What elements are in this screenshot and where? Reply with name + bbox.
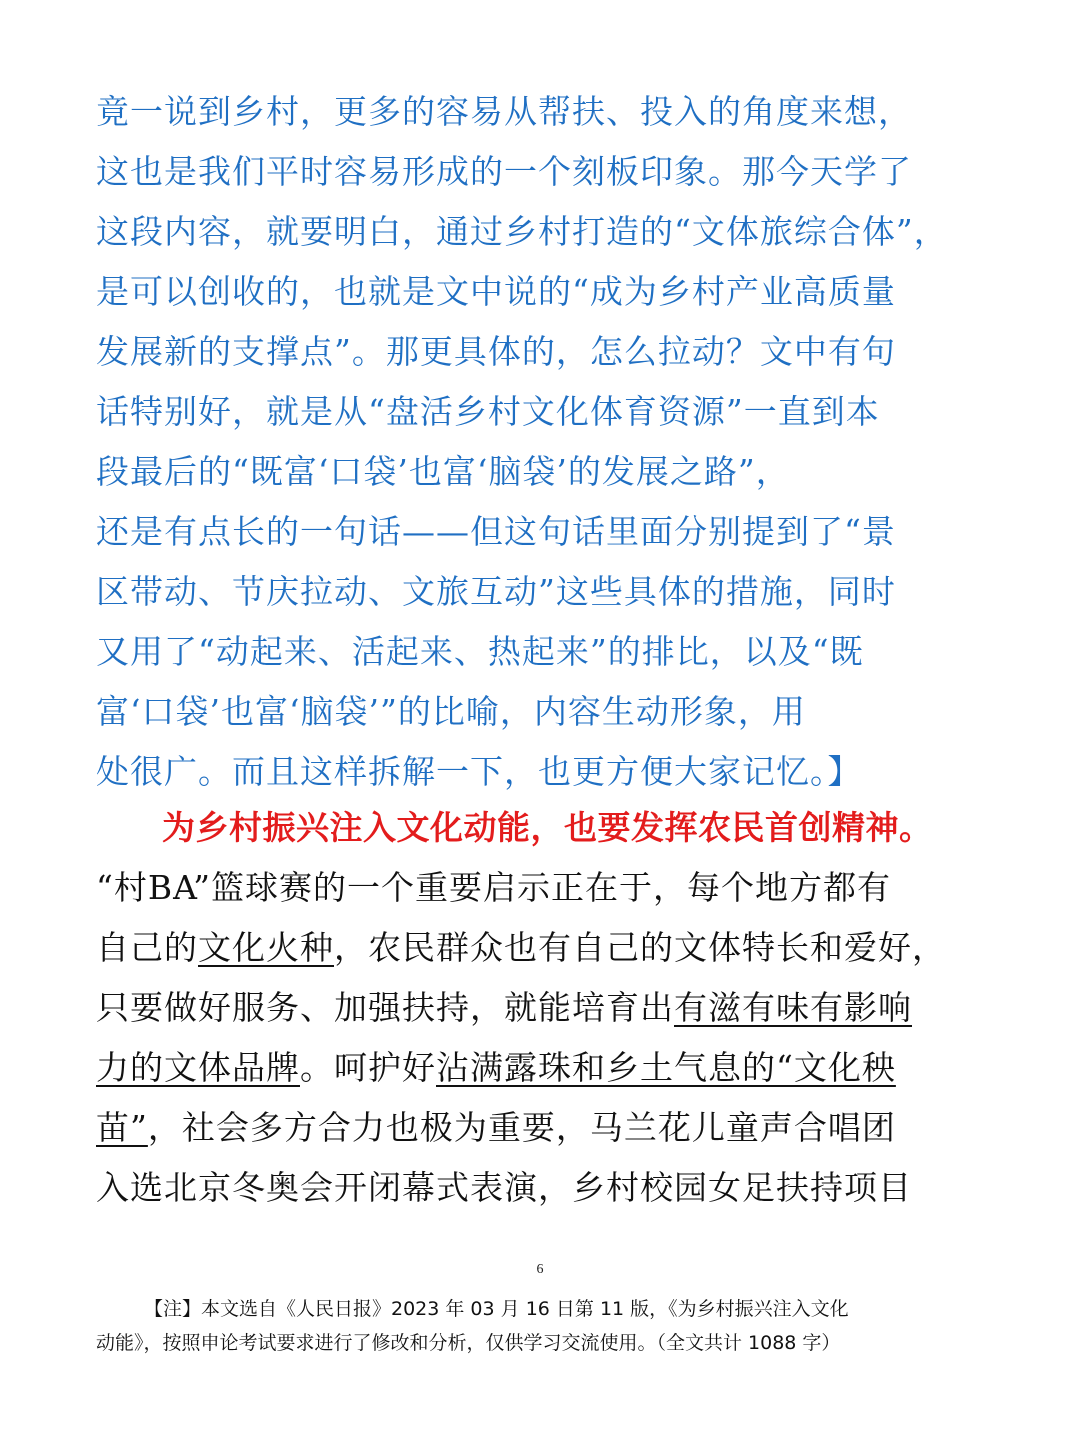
note-line: 动能》，按照申论考试要求进行了修改和分析，仅供学习交流使用。（全文共计 1088 字） [96, 1332, 841, 1354]
commentary-line: 段最后的“既富‘口袋’也富‘脑袋’的发展之路”， [96, 452, 790, 491]
body-line [96, 978, 991, 1038]
body-text: 。呵护好 [300, 1048, 436, 1087]
commentary-line: 又用了“动起来、活起来、热起来”的排比，以及“既 [96, 632, 864, 671]
commentary-line: 这也是我们平时容易形成的一个刻板印象。那今天学了 [96, 152, 912, 191]
underlined-phrase: 有滋有味有影响 [674, 988, 912, 1027]
commentary-line: 是可以创收的，也就是文中说的“成为乡村产业高质量 [96, 272, 896, 311]
body-line: “村BA”篮球赛的一个重要启示正在于，每个地方都有 [96, 868, 891, 907]
commentary-line: 话特别好，就是从“盘活乡村文化体育资源”一直到本 [96, 392, 880, 431]
underlined-phrase: 文化火种 [198, 928, 334, 967]
article-body [96, 798, 991, 1218]
commentary-line: 发展新的支撑点”。那更具体的，怎么拉动？文中有句 [96, 332, 896, 371]
commentary-line: 这段内容，就要明白，通过乡村打造的“文体旅综合体”， [96, 212, 948, 251]
analysis-commentary [96, 82, 991, 802]
body-text: 只要做好服务、加强扶持，就能培育出 [96, 988, 674, 1027]
underlined-phrase: 沾满露珠和乡土气息的“文化秧 [436, 1048, 896, 1087]
commentary-line: 还是有点长的一句话——但这句话里面分别提到了“景 [96, 512, 896, 551]
body-line: 入选北京冬奥会开闭幕式表演，乡村校园女足扶持项目 [96, 1168, 912, 1207]
body-line [96, 1098, 991, 1158]
note-line: 【注】本文选自《人民日报》2023 年 03 月 16 日第 11 版，《为乡村振兴注入文化 [144, 1298, 849, 1320]
commentary-line: 处很广。而且这样拆解一下，也更方便大家记忆。】 [96, 752, 862, 791]
paragraph-heading: 为乡村振兴注入文化动能，也要发挥农民首创精神。 [162, 808, 933, 847]
underlined-phrase: 力的文体品牌 [96, 1048, 300, 1087]
commentary-line: 富‘口袋’也富‘脑袋’”的比喻，内容生动形象，用 [96, 692, 806, 731]
commentary-line: 区带动、节庆拉动、文旅互动”这些具体的措施，同时 [96, 572, 896, 611]
page-number: 6 [536, 1262, 544, 1277]
body-text: 自己的 [96, 928, 198, 967]
body-text: ，社会多方合力也极为重要，马兰花儿童声合唱团 [147, 1108, 896, 1147]
body-text: ，农民群众也有自己的文体特长和爱好， [334, 928, 946, 967]
body-line [96, 918, 991, 978]
body-line [96, 1038, 991, 1098]
underlined-phrase: 苗” [96, 1108, 148, 1147]
commentary-line: 竟一说到乡村，更多的容易从帮扶、投入的角度来想， [96, 92, 912, 131]
source-note [96, 1292, 996, 1360]
